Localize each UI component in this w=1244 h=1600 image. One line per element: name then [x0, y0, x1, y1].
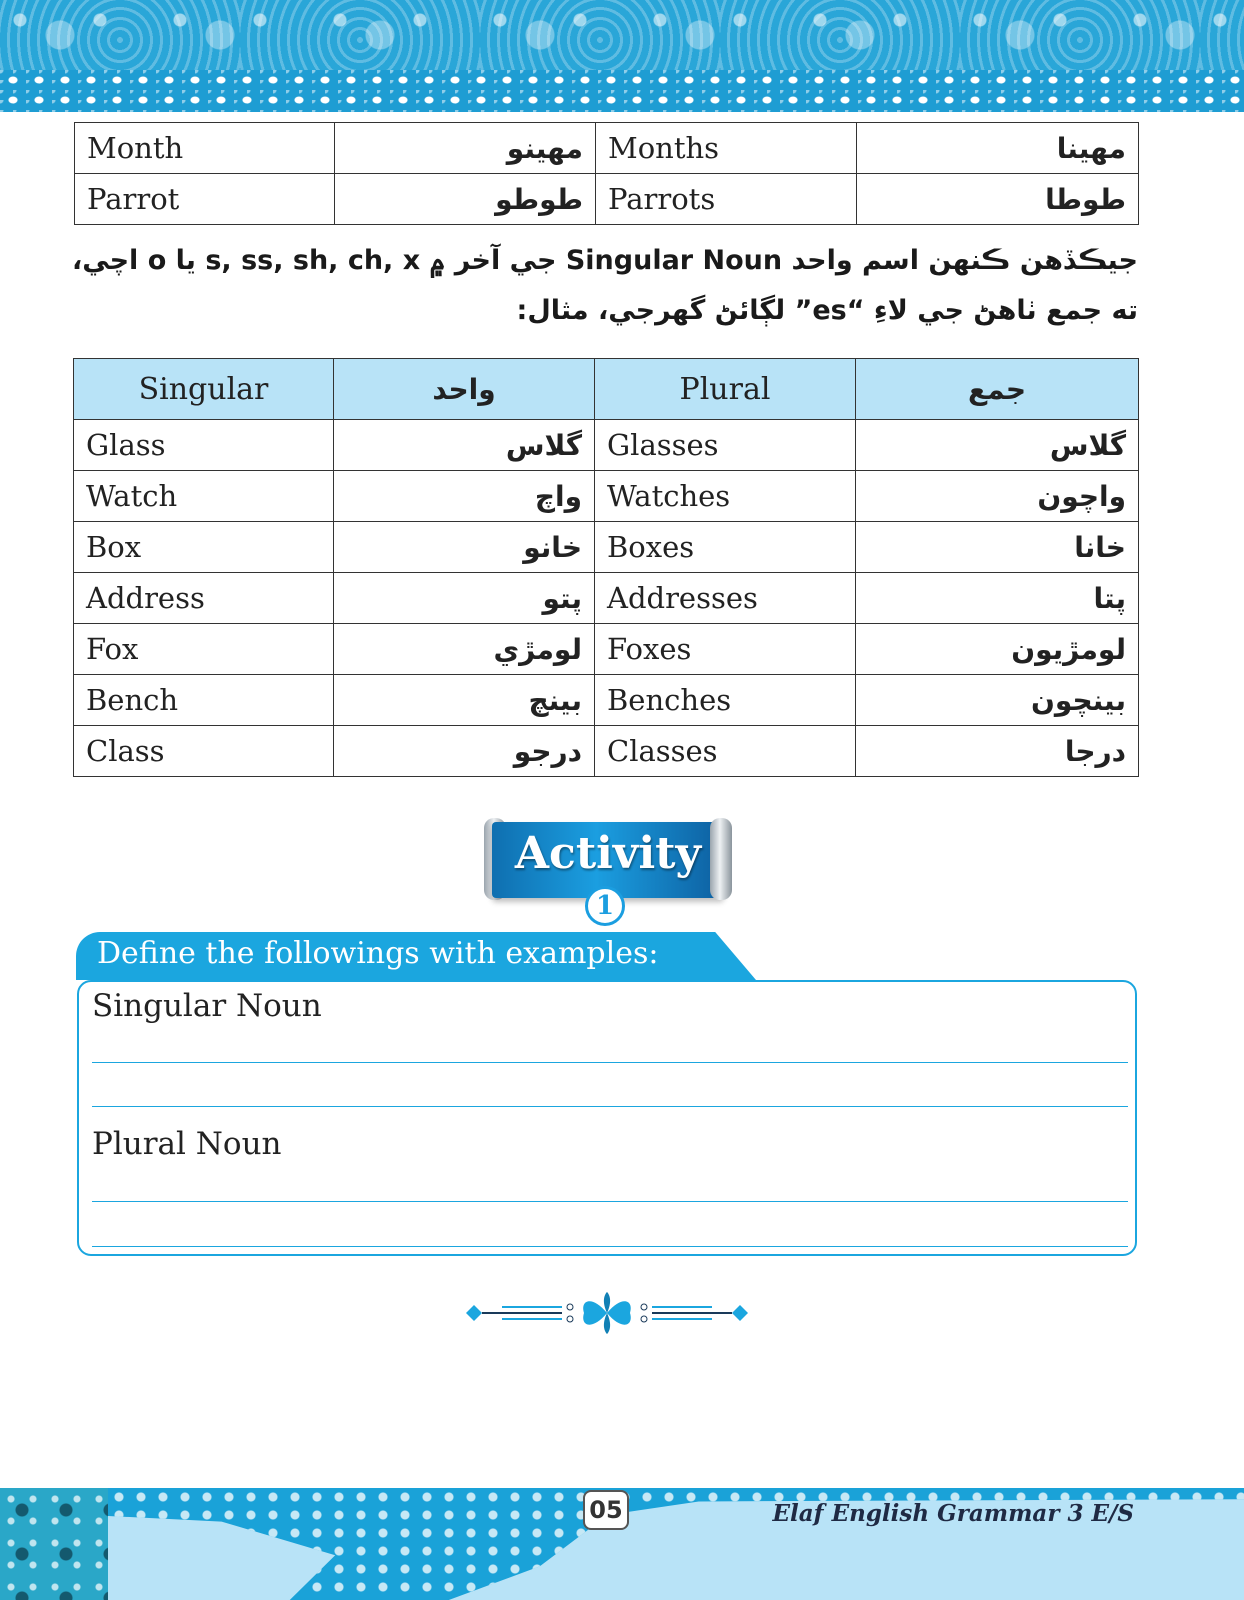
table-row [74, 420, 1139, 471]
header-plural: Plural [595, 359, 856, 420]
plural-cell: Months [596, 123, 857, 174]
singular-cell: Glass [74, 420, 334, 471]
header-singular-sindhi: واحد [334, 359, 595, 420]
plural-cell: Boxes [595, 522, 856, 573]
header-singular: Singular [74, 359, 334, 420]
plural-cell: Watches [595, 471, 856, 522]
singular-sindhi-cell: خانو [334, 522, 595, 573]
singular-cell: Fox [74, 624, 334, 675]
table-row [74, 675, 1139, 726]
header-pattern-band [0, 0, 1244, 112]
plural-cell: Addresses [595, 573, 856, 624]
singular-sindhi-cell: پتو [334, 573, 595, 624]
divider-ornament-icon [462, 1290, 752, 1336]
plural-sindhi-cell: درجا [856, 726, 1139, 777]
singular-cell: Month [75, 123, 335, 174]
plural-cell: Foxes [595, 624, 856, 675]
table-header-row [74, 359, 1139, 420]
footer-pattern-block [0, 1488, 108, 1600]
singular-cell: Class [74, 726, 334, 777]
rule-line-1: جيڪڏهن ڪنهن اسم واحد Singular Noun جي آخر ۾ s, ss, sh, ch, x يا o اچي، [72, 245, 1138, 276]
singular-sindhi-cell: واچ [334, 471, 595, 522]
singular-cell: Address [74, 573, 334, 624]
singular-noun-label: Singular Noun [92, 988, 322, 1024]
plural-sindhi-cell: گلاس [856, 420, 1139, 471]
noun-table-continued [74, 122, 1139, 225]
table-row [74, 573, 1139, 624]
answer-line[interactable] [92, 1246, 1128, 1247]
instruction-text: Define the followings with examples: [97, 936, 659, 971]
answer-line[interactable] [92, 1106, 1128, 1107]
singular-sindhi-cell: درجو [334, 726, 595, 777]
plural-sindhi-cell: پتا [856, 573, 1139, 624]
table-row [75, 123, 1139, 174]
answer-line[interactable] [92, 1062, 1128, 1063]
singular-sindhi-cell: مهينو [335, 123, 596, 174]
plural-sindhi-cell: بينچون [856, 675, 1139, 726]
singular-sindhi-cell: طوطو [335, 174, 596, 225]
table-row [74, 726, 1139, 777]
plural-cell: Benches [595, 675, 856, 726]
answer-line[interactable] [92, 1201, 1128, 1202]
singular-sindhi-cell: بينچ [334, 675, 595, 726]
singular-sindhi-cell: لومڙي [334, 624, 595, 675]
rule-line-2: ته جمع ٺاهڻ جي لاءِ “es” لڳائڻ گهرجي، مثال: [516, 295, 1138, 326]
plural-cell: Parrots [596, 174, 857, 225]
plural-noun-label: Plural Noun [92, 1126, 282, 1162]
plural-sindhi-cell: خانا [856, 522, 1139, 573]
singular-cell: Box [74, 522, 334, 573]
activity-number-badge: 1 [585, 886, 625, 926]
plural-sindhi-cell: طوطا [857, 174, 1139, 225]
plural-cell: Classes [595, 726, 856, 777]
table-row [74, 522, 1139, 573]
plural-sindhi-cell: لومڙيون [856, 624, 1139, 675]
header-plural-sindhi: جمع [856, 359, 1139, 420]
table-row [74, 624, 1139, 675]
es-rule-paragraph [72, 236, 1138, 336]
table-row [75, 174, 1139, 225]
singular-cell: Parrot [75, 174, 335, 225]
plural-sindhi-cell: مهينا [857, 123, 1139, 174]
es-plural-table [73, 358, 1139, 777]
page-number: 05 [583, 1490, 629, 1530]
activity-title: Activity [514, 828, 702, 879]
plural-sindhi-cell: واچون [856, 471, 1139, 522]
singular-cell: Watch [74, 471, 334, 522]
singular-sindhi-cell: گلاس [334, 420, 595, 471]
book-title: Elaf English Grammar 3 E/S [772, 1500, 1134, 1527]
table-row [74, 471, 1139, 522]
plural-cell: Glasses [595, 420, 856, 471]
singular-cell: Bench [74, 675, 334, 726]
